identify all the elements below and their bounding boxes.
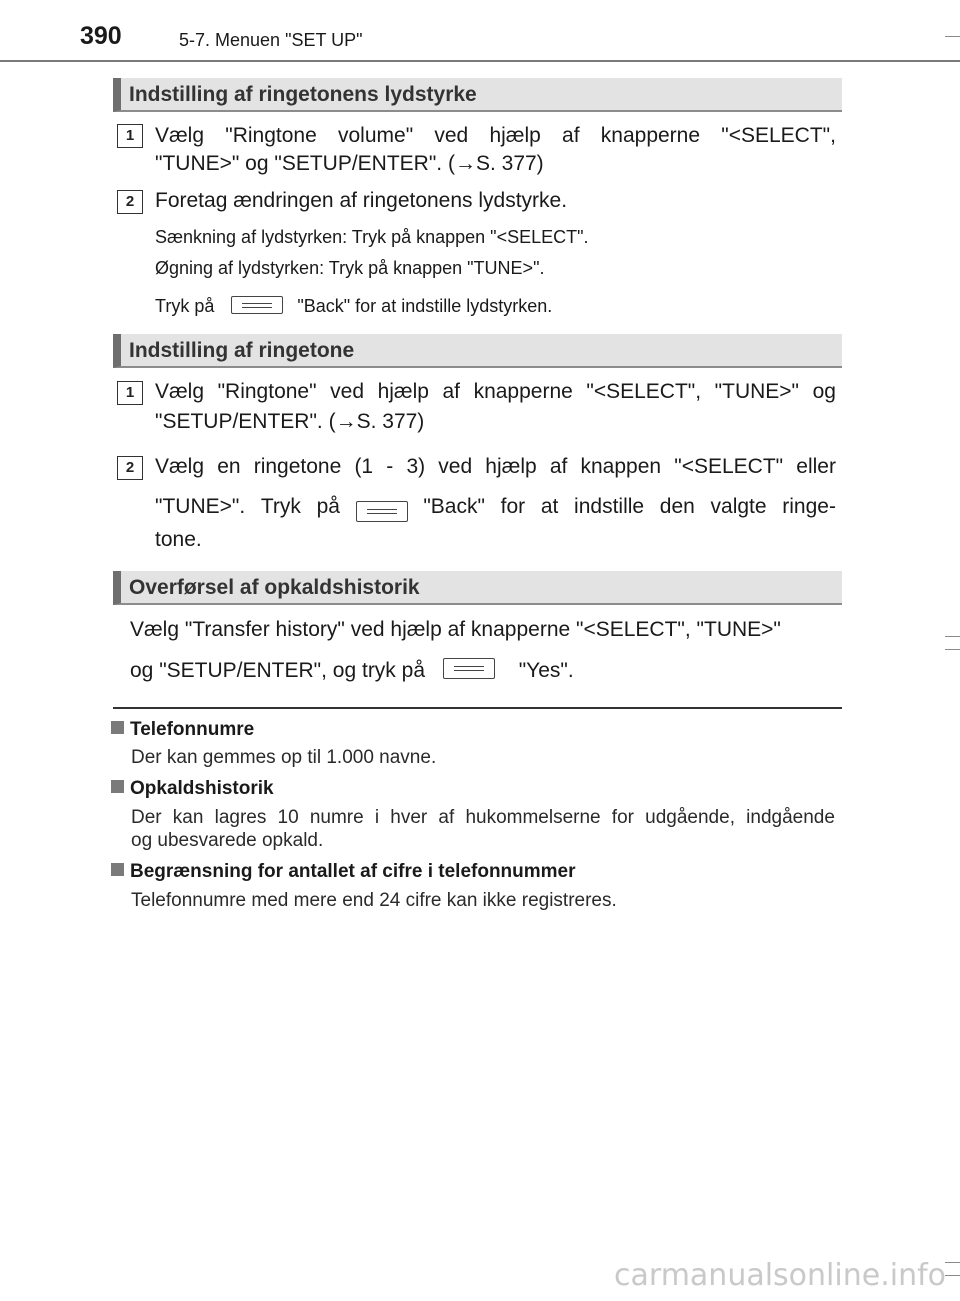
square-bullet-icon (111, 780, 124, 793)
word: hukommelserne (465, 807, 601, 828)
word: numre (309, 807, 364, 828)
instruction-after: "Yes". (518, 659, 574, 682)
word: Vælg (155, 124, 205, 147)
instruction-line (130, 658, 574, 683)
section-title: Indstilling af ringetonens lydstyrke (129, 83, 477, 106)
word: "<SELECT", (721, 124, 836, 147)
step-number: 2 (117, 190, 143, 214)
word: på (316, 495, 340, 518)
section-header-ringtone (113, 334, 842, 368)
back-button-icon (443, 658, 495, 679)
word: den (659, 495, 695, 518)
word: - (386, 455, 394, 478)
section-header-ringtone-volume (113, 78, 842, 112)
word: 3) (406, 455, 426, 478)
note-title (111, 719, 254, 741)
back-instruction-before: Tryk på (155, 296, 215, 316)
note-text: Telefonnumre med mere end 24 cifre kan ikke registreres. (131, 890, 617, 911)
word: (1 (354, 455, 374, 478)
crop-mark (945, 36, 960, 37)
step-number: 2 (117, 456, 143, 480)
word: "TUNE>" (714, 380, 799, 403)
sub-instruction: Øgning af lydstyrken: Tryk på knappen "TUNE>". (155, 258, 545, 278)
word: ved (330, 380, 364, 403)
word: af (438, 807, 455, 828)
section-title: Indstilling af ringetone (129, 339, 355, 362)
note-title (111, 778, 274, 800)
header-rule (0, 60, 960, 62)
word: "<SELECT" (674, 455, 784, 478)
word: indgående (746, 807, 835, 828)
step-text-line: Foretag ændringen af ringetonens lydstyrke. (155, 189, 568, 212)
word: Vælg (155, 455, 205, 478)
crop-mark (945, 1262, 960, 1263)
word: "<SELECT", (586, 380, 702, 403)
note-text: Der kan gemmes op til 1.000 navne. (131, 747, 437, 768)
section-title: Overførsel af opkaldshistorik (129, 576, 420, 599)
note-title-text: Telefonnumre (130, 719, 255, 740)
word: hjælp (489, 124, 541, 147)
note-title-text: Begrænsning for antallet af cifre i telefonnummer (130, 861, 576, 882)
word: knappen (580, 455, 662, 478)
word: Der (131, 807, 162, 828)
square-bullet-icon (111, 721, 124, 734)
word: at (540, 495, 559, 518)
word: knapperne (473, 380, 573, 403)
word: ringetone (253, 455, 342, 478)
word: lagres (214, 807, 267, 828)
step-text-line (155, 495, 836, 522)
word: af (549, 455, 568, 478)
note-title-text: Opkaldshistorik (130, 778, 274, 799)
word: "Ringtone (225, 124, 317, 147)
step-number: 1 (117, 124, 143, 148)
word: ved (434, 124, 469, 147)
note-title (111, 861, 576, 883)
word: ringe- (782, 495, 836, 518)
word: ved (438, 455, 473, 478)
instruction-before: og "SETUP/ENTER", og tryk på (130, 659, 426, 682)
word: for (611, 807, 634, 828)
instruction-line: Vælg "Transfer history" ved hjælp af knapperne "<SELECT", "TUNE>" (130, 618, 781, 641)
word: volume" (338, 124, 414, 147)
sub-instruction: Sænkning af lydstyrken: Tryk på knappen "<SELECT". (155, 227, 589, 247)
word: Vælg (155, 380, 205, 403)
word: hver (390, 807, 428, 828)
watermark: carmanualsonline.info (614, 1258, 946, 1293)
notes-divider (113, 707, 842, 709)
word: valgte (710, 495, 767, 518)
step-text-line: tone. (155, 528, 202, 551)
word: hjælp (377, 380, 429, 403)
section-header-transfer-history (113, 571, 842, 605)
page-number: 390 (80, 22, 122, 50)
word: "Back" (423, 495, 485, 518)
step-text-line (155, 124, 836, 148)
word: knapperne (600, 124, 701, 147)
crop-mark (945, 649, 960, 650)
word: udgående, (645, 807, 735, 828)
step-number: 1 (117, 381, 143, 405)
step-text-line: "TUNE>" og "SETUP/ENTER". (→S. 377) (155, 152, 544, 175)
word: 10 (277, 807, 299, 828)
chapter-title: 5-7. Menuen "SET UP" (179, 30, 363, 50)
word: i (374, 807, 380, 828)
word: "Ringtone" (217, 380, 317, 403)
word: Tryk (260, 495, 301, 518)
step-text-line (155, 455, 836, 479)
back-button-icon (231, 296, 283, 314)
word: kan (172, 807, 204, 828)
word: af (562, 124, 580, 147)
word: for (500, 495, 526, 518)
square-bullet-icon (111, 863, 124, 876)
back-instruction-after: "Back" for at indstille lydstyrken. (297, 296, 553, 316)
step-text-line: "SETUP/ENTER". (→S. 377) (155, 410, 425, 433)
word: og (812, 380, 836, 403)
word: "TUNE>". (155, 495, 246, 518)
word: hjælp (485, 455, 537, 478)
word: eller (796, 455, 836, 478)
note-text (131, 807, 835, 829)
step-text-line (155, 380, 836, 404)
word: af (442, 380, 461, 403)
back-button-icon (356, 501, 408, 522)
crop-mark (945, 1275, 960, 1276)
back-instruction (155, 296, 552, 317)
note-text: og ubesvarede opkald. (131, 830, 324, 851)
word: indstille (574, 495, 645, 518)
crop-mark (945, 636, 960, 637)
word: en (217, 455, 241, 478)
